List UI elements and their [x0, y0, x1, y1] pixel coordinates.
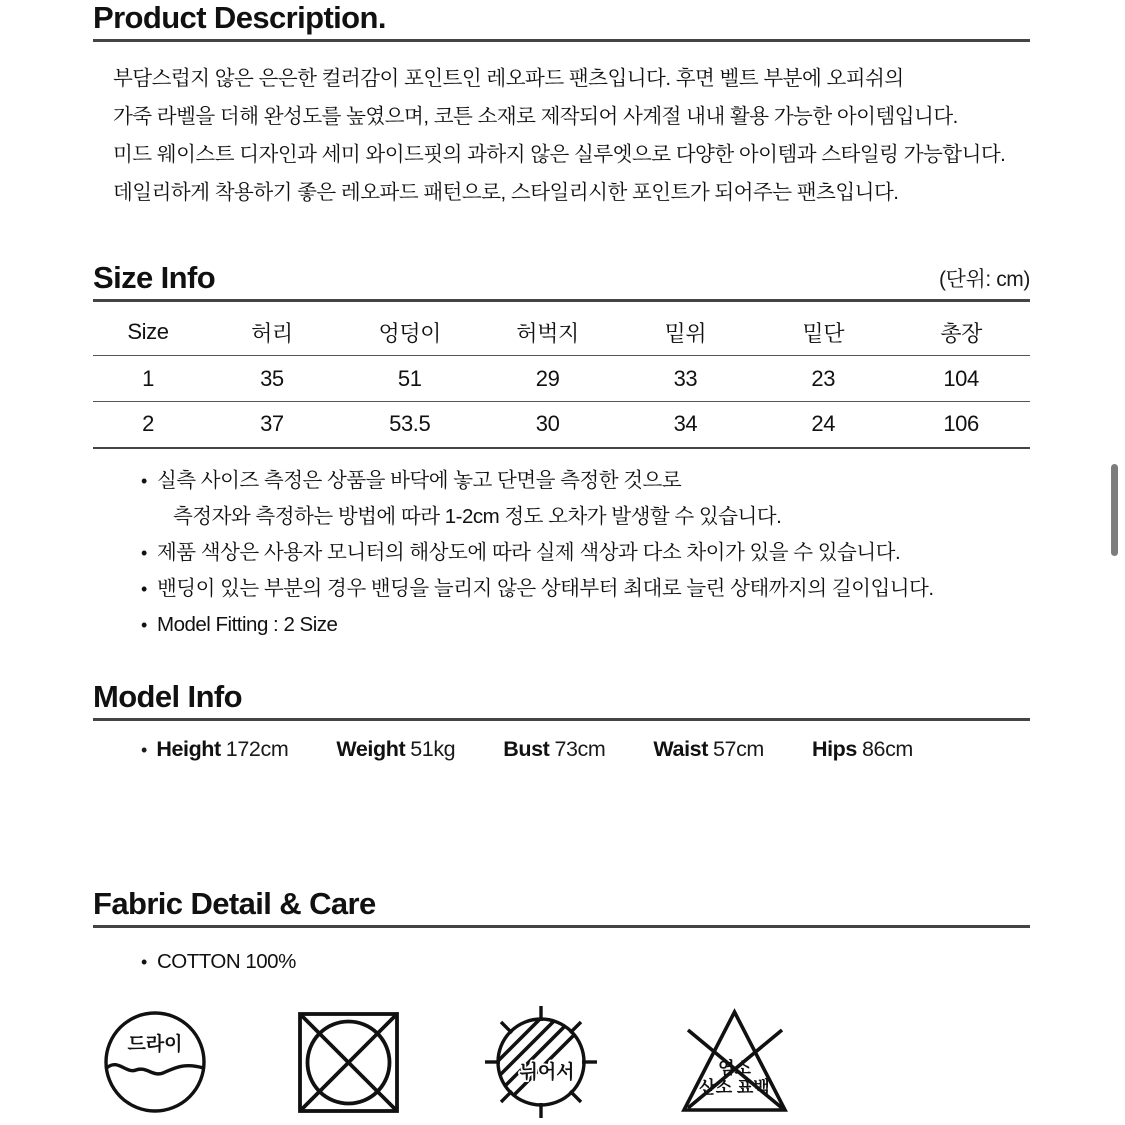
product-description-header [93, 2, 1030, 42]
measurement-label: Height [156, 736, 221, 761]
measurement-value: 51kg [410, 736, 456, 761]
fabric-care-header [93, 888, 1030, 928]
table-cell: 51 [341, 356, 479, 402]
list-item-text: 제품 색상은 사용자 모니터의 해상도에 따라 실제 색상과 다소 차이가 있을 수 있습니다. [157, 540, 901, 564]
dry-flat-in-shade-icon [479, 1000, 604, 1125]
model-measurement-hips [812, 737, 913, 762]
table-row [93, 402, 1030, 448]
description-line: 미드 웨이스트 디자인과 세미 와이드핏의 과하지 않은 실루엣으로 다양한 아이템과 스타일링 가능합니다. [113, 142, 1006, 166]
list-item [141, 463, 1030, 499]
bullet-icon: • [141, 739, 148, 760]
dry-clean-icon [93, 1000, 218, 1125]
list-item [141, 607, 1030, 643]
table-header-cell: Size [93, 310, 203, 356]
product-description-body [93, 60, 1030, 212]
size-info-section [93, 262, 1030, 643]
bullet-icon: • [141, 951, 147, 972]
model-measurement-waist [653, 737, 764, 762]
model-info-section [93, 681, 1030, 762]
product-description-section [93, 2, 1030, 212]
measurement-label: Weight [336, 736, 406, 761]
care-symbols-row [93, 1000, 1030, 1125]
list-item-text: 실측 사이즈 측정은 상품을 바닥에 놓고 단면을 측정한 것으로 [157, 468, 682, 492]
fabric-care-title: Fabric Detail & Care [93, 886, 376, 921]
table-header-cell: 총장 [892, 310, 1030, 356]
measurement-label: Waist [653, 736, 708, 761]
no-tumble-dry-icon [286, 1000, 411, 1125]
table-header-cell: 밑위 [617, 310, 755, 356]
no-bleach-icon [672, 1000, 797, 1125]
scrollbar-thumb[interactable] [1111, 464, 1118, 556]
list-item [141, 571, 1030, 607]
table-cell: 29 [479, 356, 617, 402]
table-header-cell: 밑단 [754, 310, 892, 356]
size-table [93, 310, 1030, 449]
bullet-icon: • [141, 614, 147, 635]
size-info-title: Size Info [93, 260, 216, 295]
measurement-value: 57cm [712, 736, 764, 761]
list-item-text: 밴딩이 있는 부분의 경우 밴딩을 늘리지 않은 상태부터 최대로 늘린 상태까지의 길이입니다. [157, 576, 934, 600]
model-measurement-weight [336, 737, 455, 762]
no-bleach-label-line2: 산소 표백 [699, 1078, 770, 1097]
fabric-composition-list [93, 944, 1030, 980]
table-cell: 53.5 [341, 402, 479, 448]
list-item-continuation [141, 499, 1030, 535]
bullet-icon: • [141, 470, 147, 491]
table-header-row [93, 310, 1030, 356]
fabric-composition-text: COTTON 100% [157, 949, 296, 973]
table-cell: 1 [93, 356, 203, 402]
size-info-header [93, 262, 1030, 302]
scrollbar-track[interactable] [1107, 0, 1121, 1125]
model-info-title: Model Info [93, 679, 242, 714]
table-cell: 33 [617, 356, 755, 402]
measurement-value: 73cm [554, 736, 606, 761]
size-notes-list [93, 463, 1030, 643]
measurement-value: 86cm [861, 736, 913, 761]
page-title: Product Description. [93, 0, 386, 35]
measurement-label: Bust [503, 736, 550, 761]
table-header-cell: 엉덩이 [341, 310, 479, 356]
list-item [141, 944, 1030, 980]
table-cell: 37 [203, 402, 341, 448]
table-cell: 30 [479, 402, 617, 448]
measurement-value: 172cm [225, 736, 289, 761]
table-cell: 34 [617, 402, 755, 448]
size-unit-note: (단위: cm) [938, 267, 1030, 291]
dry-flat-label: 뉘어서 [519, 1062, 575, 1083]
table-header-cell: 허벅지 [479, 310, 617, 356]
description-line: 부담스럽지 않은 은은한 컬러감이 포인트인 레오파드 팬츠입니다. 후면 벨트 부분에 오피쉬의 [113, 66, 904, 90]
list-item [141, 535, 1030, 571]
model-info-header [93, 681, 1030, 721]
table-header-cell: 허리 [203, 310, 341, 356]
table-cell: 35 [203, 356, 341, 402]
table-row [93, 356, 1030, 402]
list-item-text: Model Fitting : 2 Size [157, 612, 338, 636]
table-cell: 106 [892, 402, 1030, 448]
list-item-text: 측정자와 측정하는 방법에 따라 1-2cm 정도 오차가 발생할 수 있습니다. [173, 504, 782, 528]
table-cell: 104 [892, 356, 1030, 402]
table-cell: 2 [93, 402, 203, 448]
table-cell: 23 [754, 356, 892, 402]
model-measurement-height [156, 737, 288, 762]
dry-clean-label: 드라이 [127, 1034, 183, 1055]
bullet-icon: • [141, 542, 147, 563]
fabric-care-section [93, 888, 1030, 980]
description-line: 데일리하게 착용하기 좋은 레오파드 패턴으로, 스타일리시한 포인트가 되어주는 팬츠입니다. [113, 180, 899, 204]
description-line: 가죽 라벨을 더해 완성도를 높였으며, 코튼 소재로 제작되어 사계절 내내 활용 가능한 아이템입니다. [113, 104, 958, 128]
bullet-icon: • [141, 578, 147, 599]
no-bleach-label-line1: 염소 [718, 1059, 751, 1078]
model-measurements-row [93, 737, 1030, 762]
measurement-label: Hips [811, 736, 857, 761]
table-cell: 24 [754, 402, 892, 448]
model-measurement-bust [503, 737, 605, 762]
